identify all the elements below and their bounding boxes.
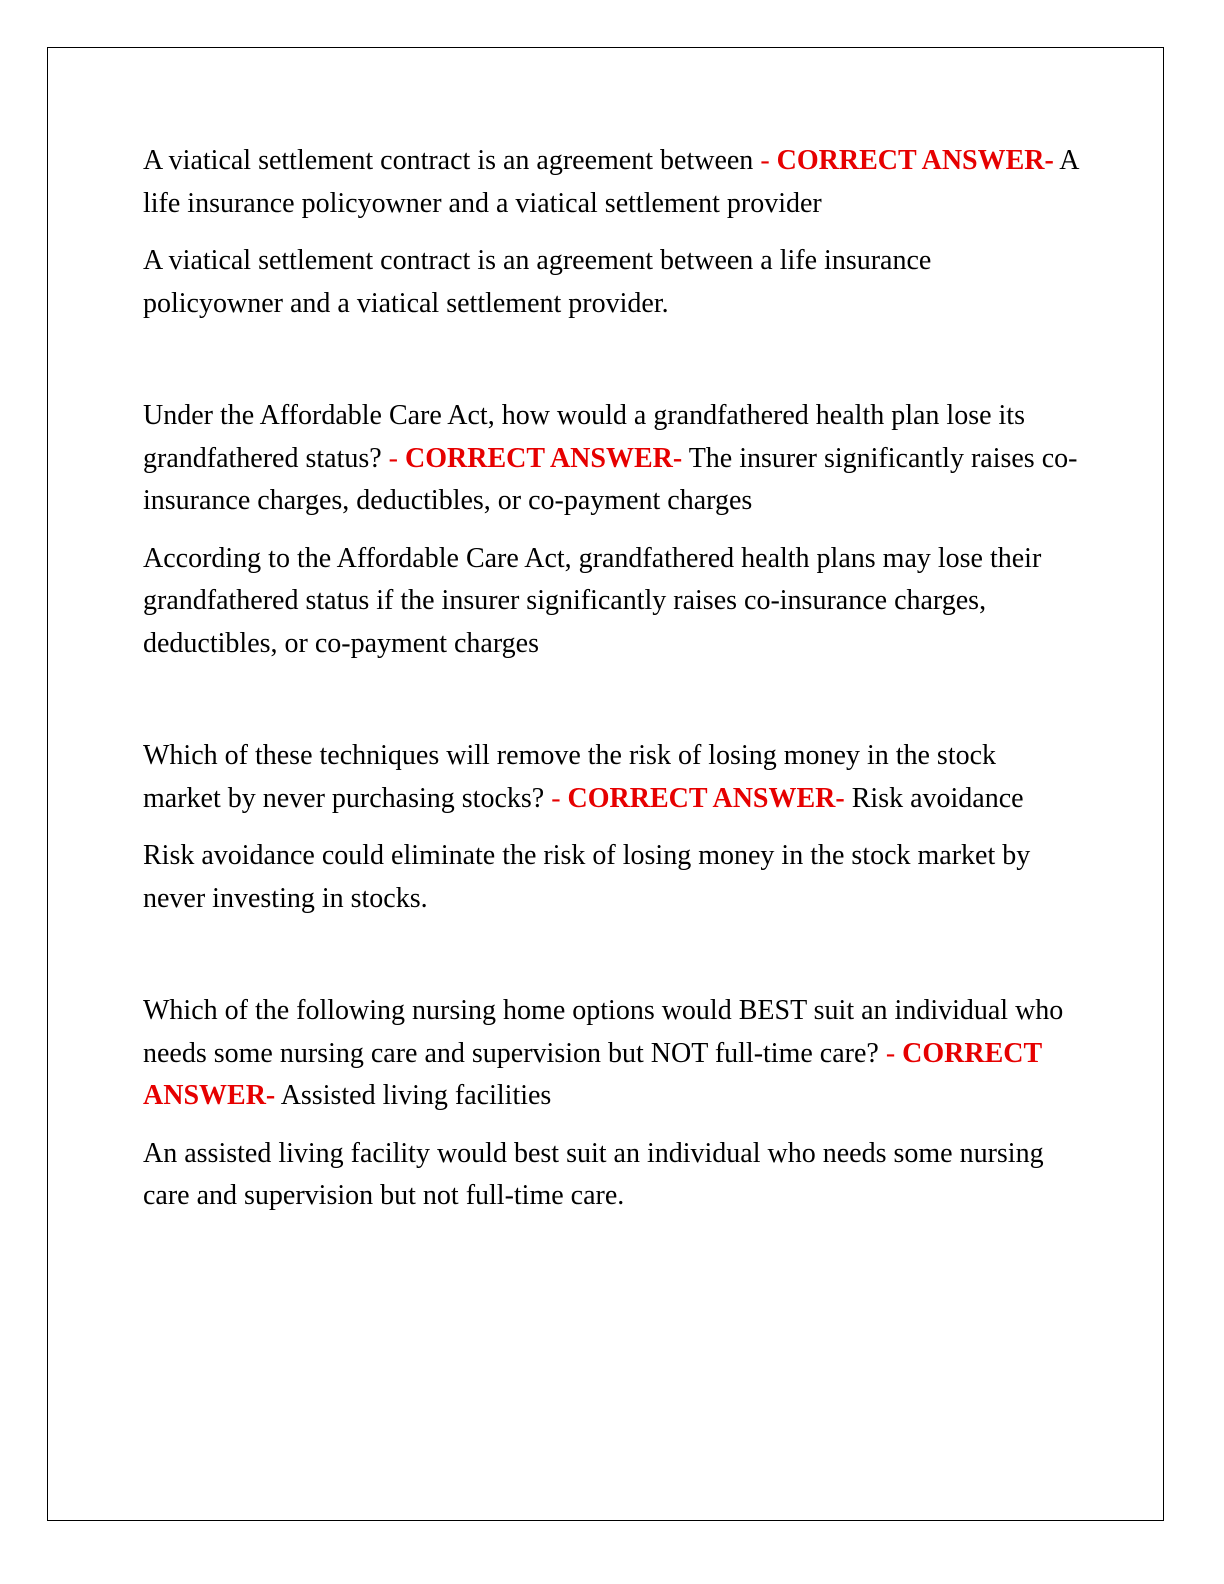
qa-item [143,990,1078,1218]
answer-text: A life insurance policyowner and a viatical settlement provider [143,145,1078,219]
qa-item [143,140,1078,325]
answer-text: Risk avoidance [844,782,1024,814]
question-text: A viatical settlement contract is an agreement between [143,145,754,176]
correct-answer-marker: - CORRECT ANSWER- [753,145,1054,176]
question-text: Under the Affordable Care Act, how would a grandfathered health plan lose its grandfathered status? [143,400,1025,474]
document-body [143,140,1078,1288]
question-text: Which of the following nursing home options would BEST suit an individual who needs some nursing care and supervision but NOT full-time care? [143,995,1064,1069]
answer-text: The insurer significantly raises co-insurance charges, deductibles, or co-payment charges [143,442,1078,516]
correct-answer-marker: - CORRECT ANSWER- [544,782,845,814]
question-paragraph [143,735,1078,820]
explanation-paragraph: Risk avoidance could eliminate the risk of losing money in the stock market by never investing in stocks. [143,840,1031,914]
question-text: Which of these techniques will remove the risk of losing money in the stock market by never purchasing stocks? [143,740,997,814]
qa-item [143,735,1078,920]
explanation-paragraph: An assisted living facility would best suit an individual who needs some nursing care and supervision but not full-time care. [143,1137,1044,1211]
answer-text: Assisted living facilities [275,1080,552,1111]
qa-item [143,395,1078,665]
correct-answer-marker: - CORRECT ANSWER- [381,442,683,474]
question-paragraph [143,140,1078,225]
question-paragraph [143,395,1078,523]
explanation-paragraph: A viatical settlement contract is an agreement between a life insurance policyowner and a viatical settlement provider. [143,245,932,319]
explanation-paragraph: According to the Affordable Care Act, grandfathered health plans may lose their grandfathered status if the insurer significantly raises co-insurance charges, deductibles, or co-payment charges [143,542,1042,659]
correct-answer-marker: - CORRECT ANSWER- [143,1037,1042,1111]
question-paragraph [143,990,1078,1118]
